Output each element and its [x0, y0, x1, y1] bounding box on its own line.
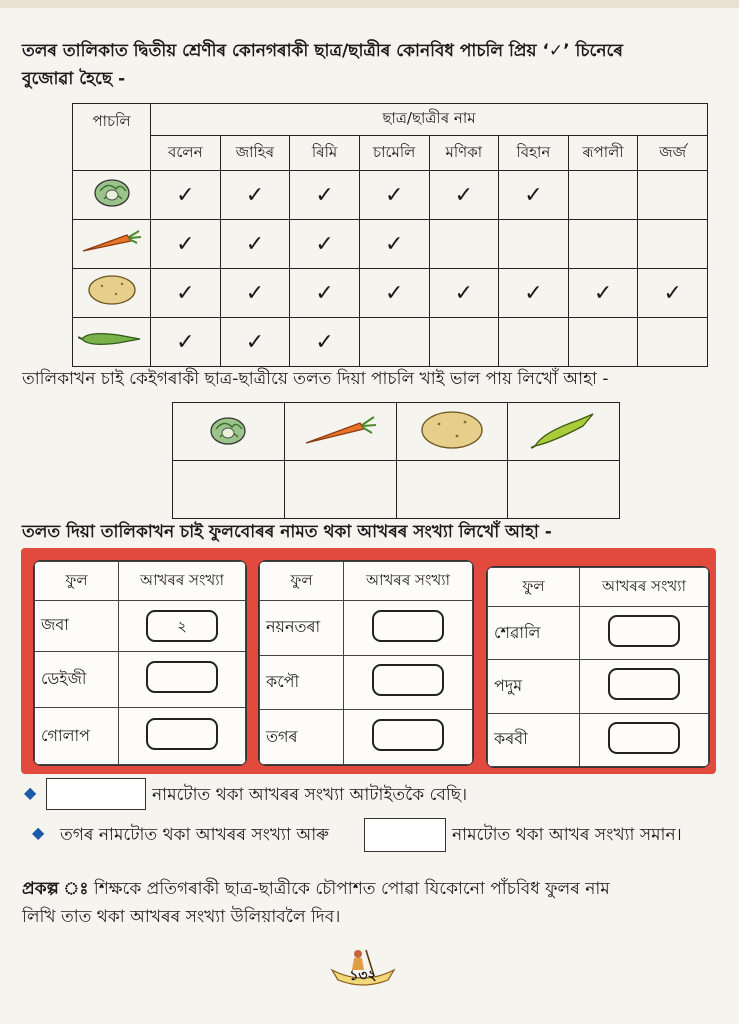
col-flower-header: ফুল — [488, 568, 580, 607]
student-name: বিহান — [499, 136, 569, 171]
page-number: ১৩২ — [349, 968, 377, 984]
top-edge — [0, 0, 739, 8]
flower-name: শেৱালি — [488, 607, 580, 660]
q1-answer-blank[interactable] — [46, 778, 146, 810]
tick-cell: ✓ — [220, 269, 290, 318]
q2-text-after: নামটোত থকা আখৰ সংখ্যা সমান। — [452, 825, 682, 845]
tick-cell: ✓ — [359, 269, 429, 318]
student-name: ৰিমি — [290, 136, 360, 171]
okra-icon — [508, 403, 620, 461]
flower-name: গোলাপ — [35, 708, 119, 765]
answer-cell[interactable] — [284, 461, 396, 519]
bullet-icon: ◆ — [32, 823, 45, 842]
potato-icon — [73, 269, 151, 318]
answer-cell[interactable] — [508, 461, 620, 519]
vegetable-preference-table — [72, 103, 708, 367]
tick-cell: ✓ — [568, 269, 638, 318]
tick-cell: ✓ — [151, 171, 221, 220]
tick-cell — [499, 318, 569, 367]
tick-cell: ✓ — [499, 269, 569, 318]
flower-name: পদুম — [488, 660, 580, 713]
tick-cell — [638, 171, 708, 220]
count-box[interactable] — [608, 668, 680, 700]
corner-label: পাচলি — [73, 104, 151, 171]
section3-instruction: তলত দিয়া তালিকাখন চাই ফুলবোৰৰ নামত থকা আখৰৰ সংখ্যা লিখোঁ আহা - — [22, 522, 552, 542]
count-box[interactable] — [146, 718, 218, 750]
col-count-header: আখৰৰ সংখ্যা — [580, 568, 709, 607]
student-name: জৰ্জ — [638, 136, 708, 171]
count-box[interactable] — [372, 719, 444, 751]
tick-cell — [429, 318, 499, 367]
tick-cell: ✓ — [638, 269, 708, 318]
intro-line-2: বুজোৱা হৈছে - — [22, 69, 126, 89]
tick-cell: ✓ — [220, 171, 290, 220]
boat-page-number — [328, 946, 398, 990]
tick-cell: ✓ — [220, 220, 290, 269]
potato-icon — [396, 403, 508, 461]
project-label: প্ৰকল্প ঃ — [22, 879, 89, 899]
q1-text: নামটোত থকা আখৰৰ সংখ্যা আটাইতকৈ বেছি। — [152, 785, 468, 805]
tick-cell: ✓ — [290, 318, 360, 367]
cabbage-icon — [173, 403, 285, 461]
section2-instruction: তালিকাখন চাই কেইগৰাকী ছাত্ৰ-ছাত্ৰীয়ে তলত দিয়া পাচলি খাই ভাল পায় লিখোঁ আহা - — [22, 369, 609, 389]
flower-name: তগৰ — [260, 710, 344, 765]
flower-name: ডেইজী — [35, 651, 119, 708]
tick-cell: ✓ — [429, 269, 499, 318]
student-name: মণিকা — [429, 136, 499, 171]
tick-cell: ✓ — [151, 220, 221, 269]
tick-cell — [359, 318, 429, 367]
tick-cell — [638, 318, 708, 367]
count-box[interactable] — [372, 610, 444, 642]
tick-cell: ✓ — [429, 171, 499, 220]
cabbage-icon — [73, 171, 151, 220]
count-box[interactable] — [372, 664, 444, 696]
vegetable-count-table — [172, 402, 620, 519]
project-line-2: লিখি তাত থকা আখৰৰ সংখ্যা উলিয়াবলৈ দিব। — [22, 907, 341, 927]
flower-name: কপৌ — [260, 655, 344, 710]
tick-cell: ✓ — [151, 269, 221, 318]
tick-cell — [568, 171, 638, 220]
tick-cell: ✓ — [499, 171, 569, 220]
student-name: চামেলি — [359, 136, 429, 171]
flower-panel-2 — [258, 560, 474, 766]
tick-cell: ✓ — [290, 171, 360, 220]
tick-cell — [499, 220, 569, 269]
tick-cell — [638, 220, 708, 269]
q2-answer-blank[interactable] — [364, 818, 446, 852]
flower-panel-3 — [486, 566, 710, 768]
q2-text-before: তগৰ নামটোত থকা আখৰৰ সংখ্যা আৰু — [60, 825, 329, 845]
flower-name: নয়নতৰা — [260, 601, 344, 656]
student-name: বলেন — [151, 136, 221, 171]
tick-cell: ✓ — [151, 318, 221, 367]
col-count-header: আখৰৰ সংখ্যা — [119, 562, 246, 601]
col-count-header: আখৰৰ সংখ্যা — [344, 562, 473, 601]
flower-name: কৰবী — [488, 713, 580, 766]
carrot-icon — [73, 220, 151, 269]
okra-icon — [73, 318, 151, 367]
intro-line-1: তলৰ তালিকাত দ্বিতীয় শ্ৰেণীৰ কোনগৰাকী ছাত্ৰ/ছাত্ৰীৰ কোনবিধ পাচলি প্ৰিয় ‘✓’ চিনেৰে — [22, 41, 623, 61]
count-box[interactable] — [608, 722, 680, 754]
project-text-1: শিক্ষকে প্ৰতিগৰাকী ছাত্ৰ-ছাত্ৰীকে চৌপাশত পোৱা যিকোনো পাঁচবিধ ফুলৰ নাম — [93, 879, 610, 899]
student-name: জাহিৰ — [220, 136, 290, 171]
answer-cell[interactable] — [396, 461, 508, 519]
count-box[interactable] — [608, 615, 680, 647]
tick-cell: ✓ — [359, 220, 429, 269]
answer-cell[interactable] — [173, 461, 285, 519]
col-flower-header: ফুল — [260, 562, 344, 601]
count-box[interactable] — [146, 661, 218, 693]
col-flower-header: ফুল — [35, 562, 119, 601]
tick-cell: ✓ — [220, 318, 290, 367]
tick-cell: ✓ — [290, 220, 360, 269]
tick-cell: ✓ — [290, 269, 360, 318]
flower-name: জবা — [35, 601, 119, 652]
tick-cell: ✓ — [359, 171, 429, 220]
bullet-icon: ◆ — [24, 783, 37, 802]
student-name: ৰূপালী — [568, 136, 638, 171]
carrot-icon — [284, 403, 396, 461]
project-line-1 — [22, 876, 610, 902]
flower-panel-1 — [33, 560, 247, 766]
count-box[interactable]: ২ — [146, 610, 218, 642]
tick-cell — [429, 220, 499, 269]
group-header: ছাত্ৰ/ছাত্ৰীৰ নাম — [151, 104, 708, 136]
tick-cell — [568, 220, 638, 269]
tick-cell — [568, 318, 638, 367]
